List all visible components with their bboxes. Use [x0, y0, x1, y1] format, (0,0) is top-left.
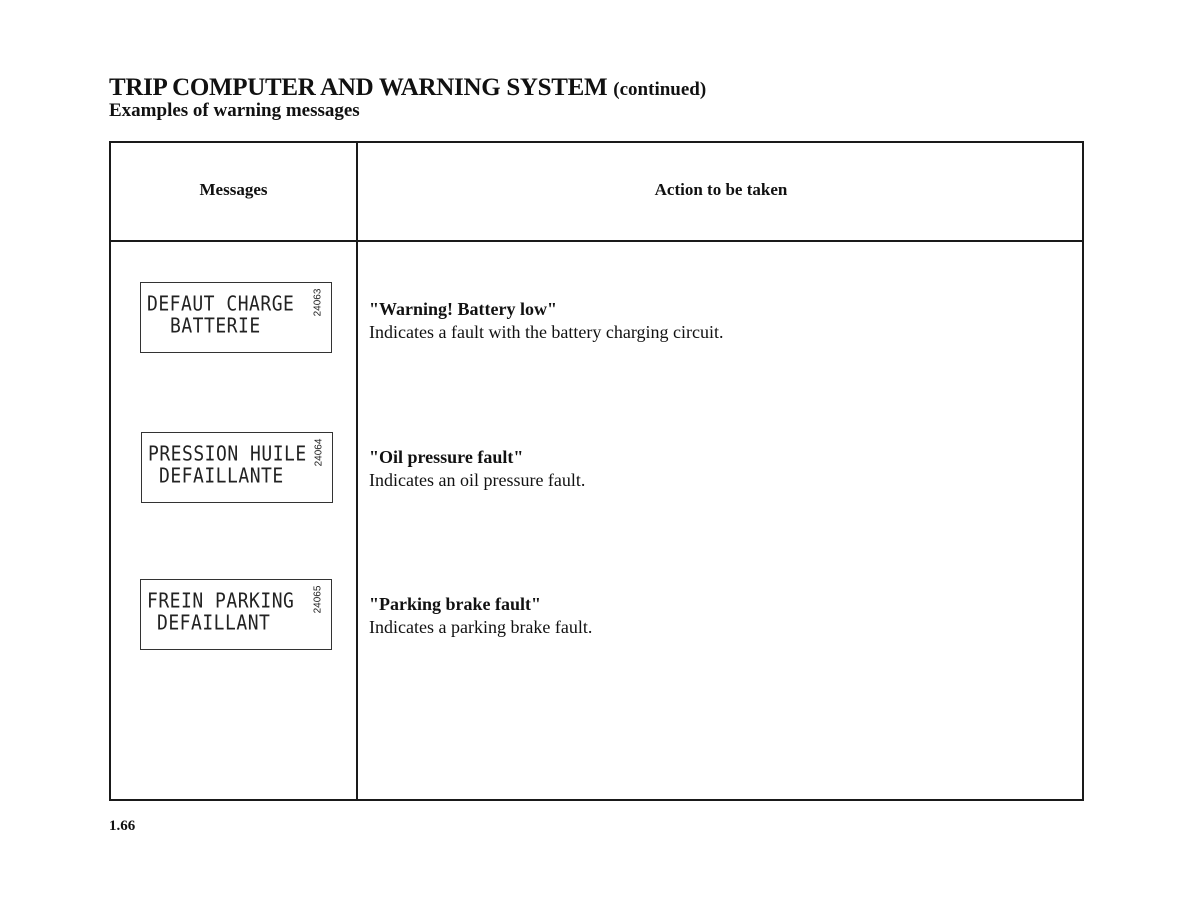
lcd-line-1: DEFAUT CHARGE [147, 292, 295, 317]
lcd-line-2: DEFAILLANT [157, 611, 271, 636]
message-heading: "Warning! Battery low" [369, 299, 557, 319]
message-heading: "Oil pressure fault" [369, 447, 524, 467]
header-divider [111, 240, 1082, 242]
column-header-messages: Messages [199, 180, 268, 199]
lcd-display-oil-pressure [141, 432, 333, 503]
lcd-line-2: DEFAILLANTE [159, 464, 284, 489]
warning-messages-table [109, 141, 1084, 801]
table-row [369, 298, 724, 344]
image-code: 24065 [312, 585, 324, 614]
message-description: Indicates a parking brake fault. [369, 617, 593, 637]
column-header-action: Action to be taken [654, 180, 788, 199]
lcd-display-battery [140, 282, 332, 353]
page-number: 1.66 [109, 818, 136, 834]
page-subtitle: Examples of warning messages [109, 100, 360, 121]
page-title [109, 74, 706, 102]
message-description: Indicates an oil pressure fault. [369, 470, 586, 490]
lcd-display-parking-brake [140, 579, 332, 650]
message-heading: "Parking brake fault" [369, 594, 541, 614]
table-row [369, 446, 585, 492]
lcd-line-1: FREIN PARKING [147, 589, 295, 614]
image-code: 24064 [313, 438, 325, 467]
image-code: 24063 [312, 288, 324, 317]
table-row [369, 593, 592, 639]
lcd-line-2: BATTERIE [170, 314, 261, 339]
page-title-main: TRIP COMPUTER AND WARNING SYSTEM [109, 74, 608, 101]
message-description: Indicates a fault with the battery charging circuit. [369, 322, 724, 342]
lcd-line-1: PRESSION HUILE [148, 442, 307, 467]
page-title-suffix: (continued) [613, 79, 707, 100]
